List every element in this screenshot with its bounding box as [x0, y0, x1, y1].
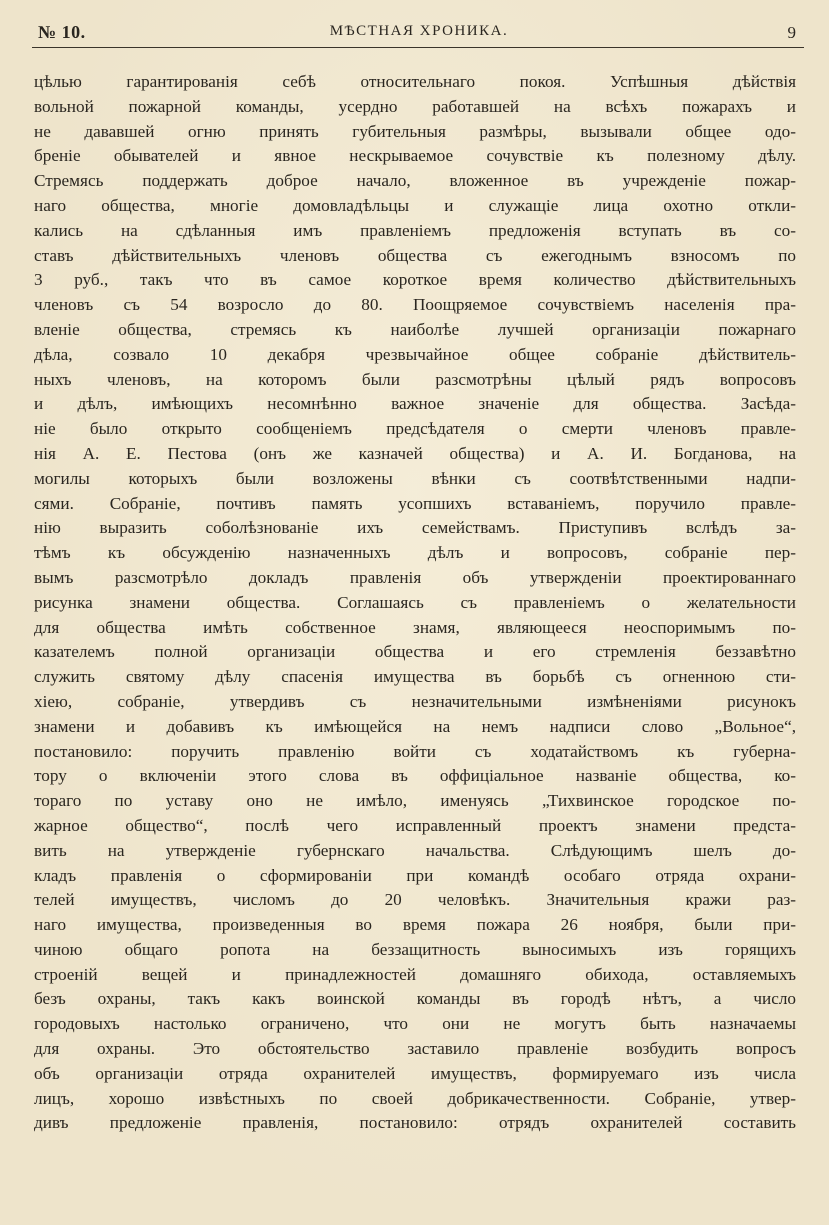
text-line [34, 120, 796, 145]
text-line [34, 1012, 796, 1037]
text-line-content: нію выразить соболѣзнованіе ихъ семействамъ. Приступивъ вслѣдъ за- [34, 518, 796, 538]
text-line [34, 1087, 796, 1112]
text-line-content: членовъ съ 54 возросло до 80. Поощряемое сочувствіемъ населенія пра- [34, 295, 796, 315]
text-line-content: рисунка знамени общества. Соглашаясь съ правленіемъ о желательности [34, 592, 796, 612]
text-line [34, 467, 796, 492]
text-line [34, 169, 796, 194]
text-line-content: тѣмъ къ обсужденію назначенныхъ дѣлъ и вопросовъ, собраніе пер- [34, 543, 796, 563]
text-line-content: постановило: поручить правленію войти съ ходатайствомъ къ губерна- [34, 741, 796, 761]
text-line [34, 938, 796, 963]
section-title: МѢСТНАЯ ХРОНИКА. [329, 23, 509, 39]
text-line-content: служить святому дѣлу спасенія имущества въ борьбѣ съ огненною сти- [34, 667, 796, 687]
text-line [34, 268, 796, 293]
text-line [34, 987, 796, 1012]
text-line [34, 1037, 796, 1062]
text-line-content: нія А. Е. Пестова (онъ же казначей общества) и А. И. Богданова, на [34, 443, 796, 463]
text-line-content: цѣлью гарантированія себѣ относительнаго покоя. Успѣшныя дѣйствія [34, 72, 796, 91]
text-line [34, 219, 796, 244]
text-line [34, 864, 796, 889]
text-line [34, 616, 796, 641]
text-line [34, 764, 796, 789]
text-line [34, 1111, 796, 1136]
text-line-content: наго имущества, произведенныя во время пожара 26 ноября, были при- [34, 915, 796, 935]
text-line-content: для охраны. Это обстоятельство заставило правленіе возбудить вопросъ [34, 1039, 796, 1059]
text-line-content: ныхъ членовъ, на которомъ были разсмотрѣны цѣлый рядъ вопросовъ [34, 369, 796, 389]
text-line [34, 368, 796, 393]
text-line-content: могилы которыхъ были возложены вѣнки съ соотвѣтственными надпи- [34, 468, 796, 488]
text-line [34, 541, 796, 566]
text-line-content: лицъ, хорошо извѣстныхъ по своей добрикачественности. Собраніе, утвер- [34, 1088, 796, 1108]
text-line-content: жарное общество“, послѣ чего исправленный проектъ знамени предста- [34, 815, 796, 835]
text-line-content: Стремясь поддержать доброе начало, вложенное въ учрежденіе пожар- [34, 171, 796, 191]
text-line-content: тору о включеніи этого слова въ оффиціальное названіе общества, ко- [34, 766, 796, 786]
text-line [34, 144, 796, 169]
text-line-content: вымъ разсмотрѣло докладъ правленія объ утвержденіи проектированнаго [34, 567, 796, 587]
text-line [34, 442, 796, 467]
text-line-content: казателемъ полной организаціи общества и его стремленія беззавѣтно [34, 642, 796, 662]
text-line-content: безъ охраны, такъ какъ воинской команды въ городѣ нѣтъ, а число [34, 989, 796, 1009]
text-line-content: знамени и добавивъ къ имѣющейся на немъ надписи слово „Вольное“, [34, 716, 796, 736]
text-line [34, 789, 796, 814]
text-line [34, 814, 796, 839]
text-line [34, 70, 796, 95]
text-line-content: городовыхъ настолько ограничено, что они не могутъ быть назначаемы [34, 1014, 796, 1034]
text-line-content: телей имуществъ, числомъ до 20 человѣкъ. Значительныя кражи раз- [34, 890, 796, 910]
text-line-content: кладъ правленія о сформированіи при командѣ особаго отряда охрани- [34, 865, 796, 885]
text-line [34, 516, 796, 541]
text-line [34, 95, 796, 120]
text-line [34, 839, 796, 864]
text-line-content: кались на сдѣланныя имъ правленіемъ предложенія вступать въ со- [34, 220, 796, 240]
text-line-content: для общества имѣть собственное знамя, являющееся неоспоримымъ по- [34, 617, 796, 637]
running-head [38, 20, 800, 48]
text-line-content: наго общества, многіе домовладѣльцы и служащіе лица охотно откли- [34, 195, 796, 215]
text-line [34, 293, 796, 318]
text-line-content: 3 руб., такъ что въ самое короткое время количество дѣйствительныхъ [34, 270, 796, 290]
text-line [34, 244, 796, 269]
text-line [34, 740, 796, 765]
text-line-content: тораго по уставу оно не имѣло, именуясь „Тихвинское городское по- [34, 791, 796, 811]
page-number: 9 [787, 23, 796, 42]
text-line-content: вольной пожарной команды, усердно работавшей на всѣхъ пожарахъ и [34, 96, 796, 116]
text-line [34, 640, 796, 665]
text-line-content: вить на утвержденіе губернскаго начальства. Слѣдующимъ шелъ до- [34, 840, 796, 860]
text-line [34, 194, 796, 219]
text-line-content: чиною общаго ропота на беззащитность выносимыхъ изъ горящихъ [34, 939, 796, 959]
text-line-content: бреніе обывателей и явное нескрываемое сочувствіе къ полезному дѣлу. [34, 146, 796, 166]
text-line-content: и дѣлъ, имѣющихъ несомнѣнно важное значеніе для общества. Засѣда- [34, 394, 796, 414]
text-line [34, 343, 796, 368]
text-line-content: ніе было открыто сообщеніемъ предсѣдателя о смерти членовъ правле- [34, 419, 796, 439]
text-line-content: сями. Собраніе, почтивъ память усопшихъ вставаніемъ, поручило правле- [34, 493, 796, 513]
text-line-content: дивъ предложеніе правленія, постановило: отрядъ охранителей составить [34, 1113, 796, 1133]
text-line [34, 566, 796, 591]
text-line-content: вленіе общества, стремясь къ наиболѣе лучшей организаціи пожарнаго [34, 319, 796, 339]
text-line-content: строеній вещей и принадлежностей домашняго обихода, оставляемыхъ [34, 964, 796, 984]
text-line [34, 417, 796, 442]
text-line-content: объ организаціи отряда охранителей имуществъ, формируемаго изъ числа [34, 1063, 796, 1083]
text-line-content: хіею, собраніе, утвердивъ съ незначительными измѣненіями рисунокъ [34, 691, 796, 711]
text-line [34, 888, 796, 913]
text-line [34, 665, 796, 690]
text-line [34, 963, 796, 988]
text-line-content: ставъ дѣйствительныхъ членовъ общества съ ежегоднымъ взносомъ по [34, 245, 796, 265]
text-line [34, 715, 796, 740]
text-line [34, 318, 796, 343]
text-line-content: не дававшей огню принять губительныя размѣры, вызывали общее одо- [34, 121, 796, 141]
text-line [34, 492, 796, 517]
text-line [34, 392, 796, 417]
text-line [34, 690, 796, 715]
text-line-content: дѣла, созвало 10 декабря чрезвычайное общее собраніе дѣйствитель- [34, 344, 796, 364]
text-line [34, 591, 796, 616]
text-line [34, 913, 796, 938]
text-line [34, 1062, 796, 1087]
issue-number: № 10. [38, 22, 86, 42]
header-rule [32, 47, 804, 48]
body-text [34, 70, 796, 1136]
